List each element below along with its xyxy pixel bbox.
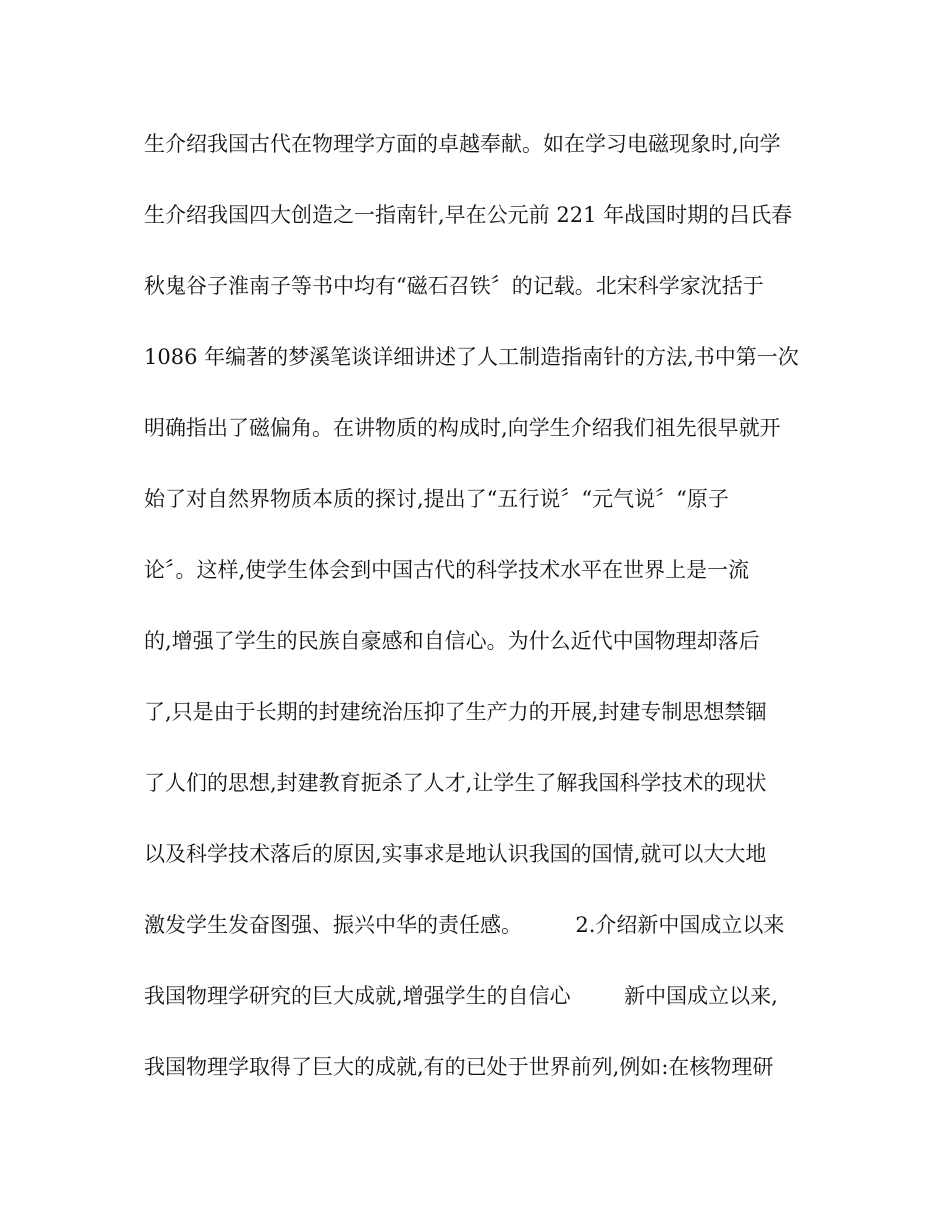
text-line: 生介绍我国古代在物理学方面的卓越奉献。如在学习电磁现象时,向学: [144, 132, 781, 156]
text-line: 了,只是由于长期的封建统治压抑了生产力的开展,封建专制思想禁锢: [144, 700, 767, 724]
text-line: 以及科学技术落后的原因,实事求是地认识我国的国情,就可以大大地: [144, 842, 767, 866]
text-line: 生介绍我国四大创造之一指南针,早在公元前 221 年战国时期的吕氏春: [144, 203, 793, 227]
text-line: 我国物理学研究的巨大成就,增强学生的自信心 新中国成立以来,: [144, 984, 778, 1008]
text-line: 始了对自然界物质本质的探讨,提出了“五行说〞“元气说〞“原子: [144, 487, 729, 511]
text-line: 了人们的思想,封建教育扼杀了人才,让学生了解我国科学技术的现状: [144, 771, 767, 795]
text-line: 激发学生发奋图强、振兴中华的责任感。 2.介绍新中国成立以来: [144, 913, 785, 937]
text-line: 我国物理学取得了巨大的成就,有的已处于世界前列,例如:在核物理研: [144, 1055, 774, 1079]
text-line: 秋鬼谷子淮南子等书中均有“磁石召铁〞的记载。北宋科学家沈括于: [144, 274, 764, 298]
body-text: [144, 122, 824, 1116]
text-line: 论〞。这样,使学生体会到中国古代的科学技术水平在世界上是一流: [144, 558, 750, 582]
text-line: 明确指出了磁偏角。在讲物质的构成时,向学生介绍我们祖先很早就开: [144, 416, 781, 440]
text-line: 的,增强了学生的民族自豪感和自信心。为什么近代中国物理却落后: [144, 629, 760, 653]
text-line: 1086 年编著的梦溪笔谈详细讲述了人工制造指南针的方法,书中第一次: [144, 345, 799, 369]
